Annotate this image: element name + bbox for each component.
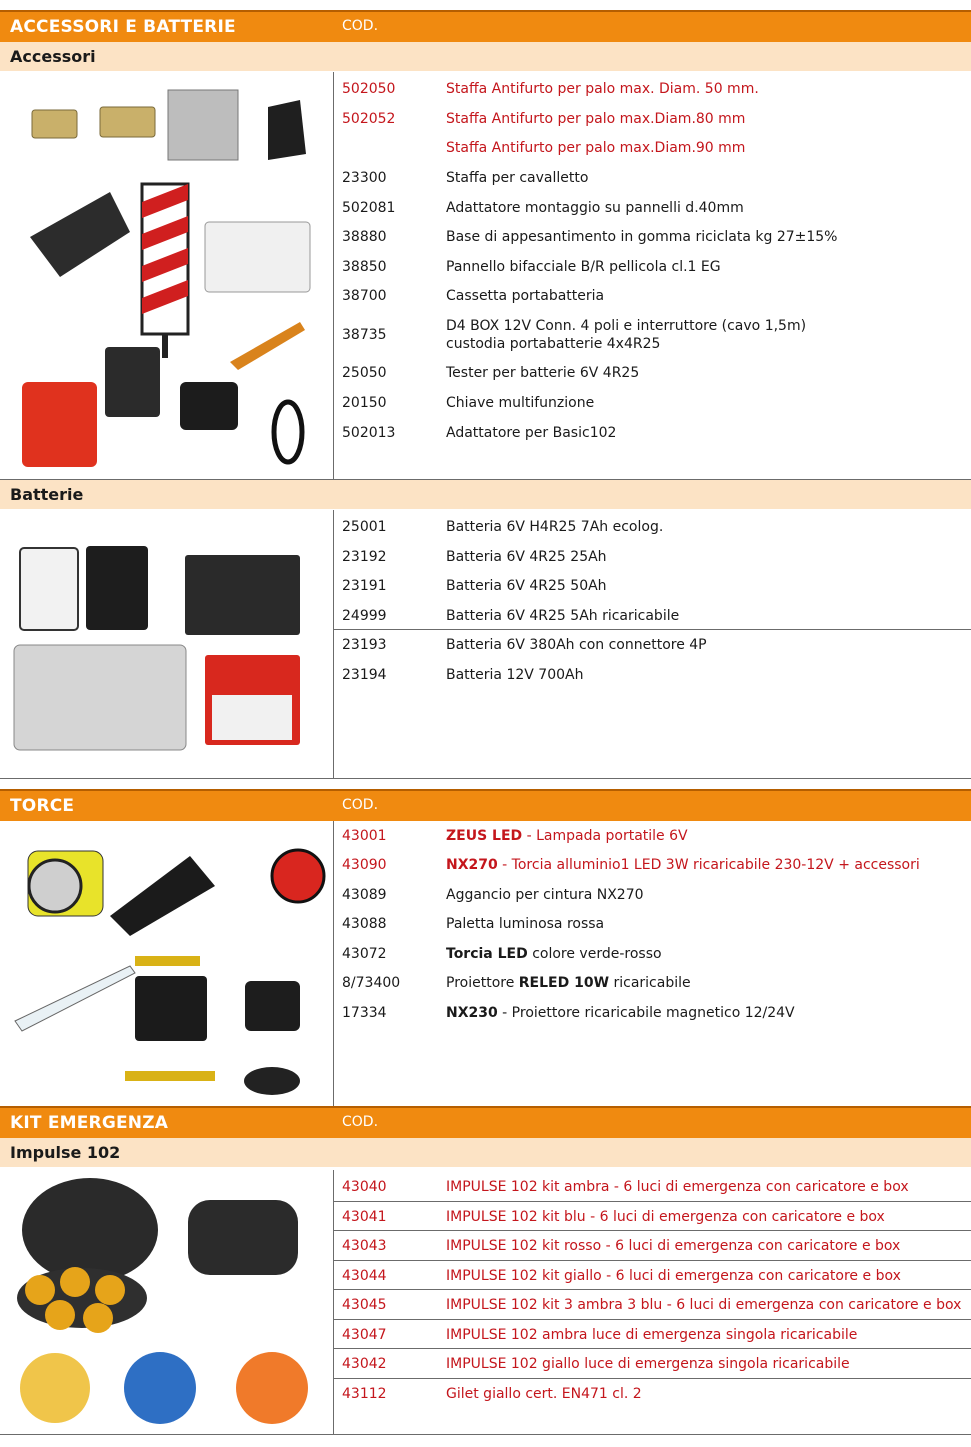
item-code: 38700: [342, 288, 387, 304]
torches-illustration: [0, 821, 333, 1106]
item-desc-line1: D4 BOX 12V Conn. 4 poli e interruttore (cavo 1,5m): [446, 318, 807, 334]
section-header-torce: [0, 789, 971, 821]
item-code: 502050: [342, 81, 396, 97]
item-desc: Batteria 6V 4R25 50Ah: [446, 578, 607, 594]
item-code: 23193: [342, 637, 387, 653]
accessories-illustration: [0, 72, 333, 479]
item-code: 38735: [342, 327, 387, 343]
item-brand: NX270: [446, 857, 498, 873]
item-desc: Base di appesantimento in gomma riciclata kg 27±15%: [446, 229, 838, 245]
batteries-illustration: [0, 510, 333, 778]
item-desc-text: colore verde-rosso: [527, 946, 662, 962]
item-desc: Pannello bifacciale B/R pellicola cl.1 EG: [446, 259, 721, 275]
item-code: 502052: [342, 111, 396, 127]
item-code: 23191: [342, 578, 387, 594]
divider: [334, 1378, 971, 1379]
section-title: KIT EMERGENZA: [10, 1113, 169, 1133]
item-code: 20150: [342, 395, 387, 411]
item-code: 24999: [342, 608, 387, 624]
section-header-accessori-batterie: [0, 10, 971, 42]
item-code: 25001: [342, 519, 387, 535]
item-desc: IMPULSE 102 kit ambra - 6 luci di emergenza con caricatore e box: [446, 1179, 909, 1195]
item-code: 38880: [342, 229, 387, 245]
item-code: 43088: [342, 916, 387, 932]
item-desc: Aggancio per cintura NX270: [446, 887, 644, 903]
batterie-product-image: [0, 510, 334, 778]
item-code: 25050: [342, 365, 387, 381]
item-desc: IMPULSE 102 ambra luce di emergenza singola ricaricabile: [446, 1327, 858, 1343]
item-desc: IMPULSE 102 kit rosso - 6 luci di emergenza con caricatore e box: [446, 1238, 901, 1254]
divider: [334, 1201, 971, 1202]
item-code: 502081: [342, 200, 396, 216]
cod-label: COD.: [342, 1114, 379, 1130]
batterie-block: [0, 510, 971, 779]
divider: [334, 1319, 971, 1320]
item-code: 43042: [342, 1356, 387, 1372]
item-brand: ZEUS LED: [446, 828, 523, 844]
subsection-header-batterie: [0, 480, 971, 509]
item-desc: Adattatore per Basic102: [446, 425, 617, 441]
divider: [334, 1348, 971, 1349]
item-code: 43072: [342, 946, 387, 962]
divider: [334, 629, 971, 630]
subsection-title: Accessori: [10, 47, 96, 66]
item-desc: [446, 317, 966, 353]
section-title: TORCE: [10, 796, 75, 816]
item-desc: Batteria 12V 700Ah: [446, 667, 584, 683]
item-code: 23194: [342, 667, 387, 683]
item-code: 43041: [342, 1209, 387, 1225]
torce-product-image: [0, 821, 334, 1106]
item-desc: [446, 974, 966, 992]
item-desc: IMPULSE 102 kit giallo - 6 luci di emergenza con caricatore e box: [446, 1268, 901, 1284]
item-desc: Staffa Antifurto per palo max. Diam. 50 mm.: [446, 81, 759, 97]
emergency-kit-illustration: [0, 1170, 333, 1434]
cod-label: COD.: [342, 797, 379, 813]
section-header-kit-emergenza: [0, 1106, 971, 1138]
item-code: 43089: [342, 887, 387, 903]
item-brand: Torcia LED: [446, 946, 528, 962]
item-code: 43112: [342, 1386, 387, 1402]
torce-block: [0, 821, 971, 1107]
item-code: 38850: [342, 259, 387, 275]
impulse-block: [0, 1170, 971, 1435]
item-desc: IMPULSE 102 kit 3 ambra 3 blu - 6 luci di emergenza con caricatore e box: [446, 1297, 962, 1313]
item-desc: IMPULSE 102 kit blu - 6 luci di emergenza con caricatore e box: [446, 1209, 885, 1225]
item-desc: Staffa Antifurto per palo max.Diam.90 mm: [446, 140, 746, 156]
item-desc-text: - Proiettore ricaricabile magnetico 12/24V: [497, 1005, 795, 1021]
item-code: 43045: [342, 1297, 387, 1313]
divider: [334, 1260, 971, 1261]
item-code: 43001: [342, 828, 387, 844]
item-brand: NX230: [446, 1005, 498, 1021]
divider: [334, 1289, 971, 1290]
item-desc-text: ricaricabile: [609, 975, 691, 991]
item-code: 17334: [342, 1005, 387, 1021]
item-desc: IMPULSE 102 giallo luce di emergenza singola ricaricabile: [446, 1356, 850, 1372]
item-desc: Staffa Antifurto per palo max.Diam.80 mm: [446, 111, 746, 127]
item-desc: Chiave multifunzione: [446, 395, 595, 411]
item-desc: Paletta luminosa rossa: [446, 916, 605, 932]
accessori-product-image: [0, 72, 334, 479]
item-desc-prefix: Proiettore: [446, 975, 519, 991]
item-desc-text: - Lampada portatile 6V: [522, 828, 688, 844]
accessori-block: [0, 72, 971, 480]
item-desc: Cassetta portabatteria: [446, 288, 605, 304]
item-desc: Batteria 6V 4R25 25Ah: [446, 549, 607, 565]
divider: [334, 1230, 971, 1231]
item-desc-line2: custodia portabatterie 4x4R25: [446, 336, 661, 352]
item-desc: Tester per batterie 6V 4R25: [446, 365, 640, 381]
cod-label: COD.: [342, 18, 379, 34]
item-desc: Adattatore montaggio su pannelli d.40mm: [446, 200, 744, 216]
section-title: ACCESSORI E BATTERIE: [10, 17, 236, 37]
subsection-header-impulse: [0, 1138, 971, 1167]
item-code: 23300: [342, 170, 387, 186]
item-desc: Batteria 6V 380Ah con connettore 4P: [446, 637, 707, 653]
item-code: 43043: [342, 1238, 387, 1254]
item-desc: [446, 856, 966, 874]
item-desc: Gilet giallo cert. EN471 cl. 2: [446, 1386, 642, 1402]
item-code: 43047: [342, 1327, 387, 1343]
item-desc-text: - Torcia alluminio1 LED 3W ricaricabile 230-12V + accessori: [497, 857, 920, 873]
subsection-title: Impulse 102: [10, 1143, 121, 1162]
item-code: 502013: [342, 425, 396, 441]
item-code: 43090: [342, 857, 387, 873]
item-desc: [446, 827, 966, 845]
item-code: 8/73400: [342, 975, 401, 991]
item-code: 23192: [342, 549, 387, 565]
item-desc: [446, 1004, 966, 1022]
subsection-title: Batterie: [10, 485, 84, 504]
item-desc: Batteria 6V H4R25 7Ah ecolog.: [446, 519, 664, 535]
item-desc: [446, 945, 966, 963]
item-code: 43040: [342, 1179, 387, 1195]
subsection-header-accessori: [0, 42, 971, 71]
item-desc: Batteria 6V 4R25 5Ah ricaricabile: [446, 608, 680, 624]
item-brand: RELED 10W: [518, 975, 610, 991]
item-desc: Staffa per cavalletto: [446, 170, 589, 186]
item-code: 43044: [342, 1268, 387, 1284]
impulse-product-image: [0, 1170, 334, 1434]
